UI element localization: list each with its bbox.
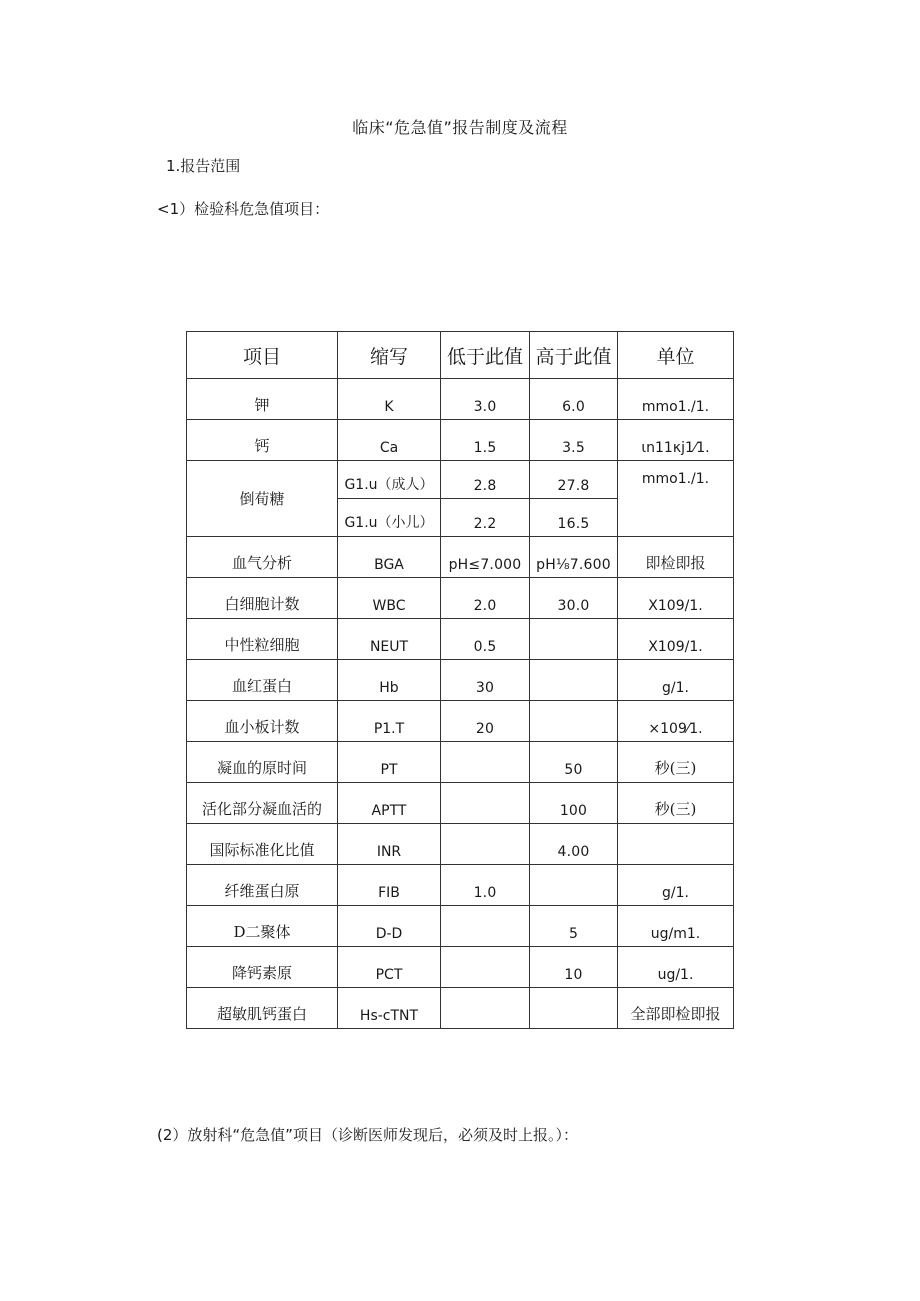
cell-abbr: FIB xyxy=(338,865,441,906)
cell-abbr: PCT xyxy=(338,947,441,988)
cell-unit: 即检即报 xyxy=(618,537,734,578)
table-row xyxy=(187,947,734,988)
cell-item: 凝血的原时间 xyxy=(187,742,338,783)
cell-abbr: D-D xyxy=(338,906,441,947)
cell-abbr: Ca xyxy=(338,420,441,461)
cell-low: 1.5 xyxy=(441,420,530,461)
cell-unit: mmo1./1. xyxy=(618,379,734,420)
cell-high: 30.0 xyxy=(530,578,618,619)
document-title: 临床“危急值”报告制度及流程 xyxy=(352,118,568,137)
cell-unit xyxy=(618,824,734,865)
cell-abbr: PT xyxy=(338,742,441,783)
cell-abbr: Hs-cTNT xyxy=(338,988,441,1029)
cell-high: 4.00 xyxy=(530,824,618,865)
cell-unit: X109/1. xyxy=(618,619,734,660)
cell-low: 1.0 xyxy=(441,865,530,906)
cell-abbr: WBC xyxy=(338,578,441,619)
cell-abbr: BGA xyxy=(338,537,441,578)
header-low: 低于此值 xyxy=(441,332,530,379)
cell-low: 30 xyxy=(441,660,530,701)
table-row xyxy=(187,578,734,619)
cell-low: 2.8 xyxy=(441,461,530,499)
cell-high: 6.0 xyxy=(530,379,618,420)
cell-high: 5 xyxy=(530,906,618,947)
cell-item: 纤维蛋白原 xyxy=(187,865,338,906)
cell-low xyxy=(441,947,530,988)
cell-unit: ug/m1. xyxy=(618,906,734,947)
section-heading-report-scope: 1.报告范围 xyxy=(166,157,241,175)
cell-item: 钙 xyxy=(187,420,338,461)
cell-low: 20 xyxy=(441,701,530,742)
cell-high xyxy=(530,988,618,1029)
cell-unit: ug/1. xyxy=(618,947,734,988)
table-header-row xyxy=(187,332,734,379)
cell-high: 27.8 xyxy=(530,461,618,499)
cell-item: 国际标准化比值 xyxy=(187,824,338,865)
table-row xyxy=(187,619,734,660)
cell-unit: 全部即检即报 xyxy=(618,988,734,1029)
cell-item: 活化部分凝血活的 xyxy=(187,783,338,824)
header-abbr: 缩写 xyxy=(338,332,441,379)
table-row xyxy=(187,379,734,420)
cell-item: 白细胞计数 xyxy=(187,578,338,619)
table-row xyxy=(187,906,734,947)
cell-high: pH⅛7.600 xyxy=(530,537,618,578)
cell-unit: ιn11κj1⁄1. xyxy=(618,420,734,461)
cell-unit: g/1. xyxy=(618,865,734,906)
cell-abbr: G1.u（成人） xyxy=(338,461,441,499)
cell-abbr: APTT xyxy=(338,783,441,824)
cell-low: 2.0 xyxy=(441,578,530,619)
cell-high xyxy=(530,701,618,742)
cell-abbr: NEUT xyxy=(338,619,441,660)
cell-low: 2.2 xyxy=(441,499,530,537)
header-unit: 单位 xyxy=(618,332,734,379)
cell-unit: g/1. xyxy=(618,660,734,701)
cell-item: 钾 xyxy=(187,379,338,420)
table-row xyxy=(187,537,734,578)
cell-unit: 秒(三) xyxy=(618,742,734,783)
subsection-radiology-critical-items: (2）放射科“危急值”项目（诊断医师发现后，必须及时上报。）： xyxy=(157,1126,578,1144)
cell-item: 倒荀糖 xyxy=(187,461,338,537)
cell-high: 10 xyxy=(530,947,618,988)
cell-unit: mmo1./1. xyxy=(618,461,734,537)
critical-values-table xyxy=(186,331,734,1029)
subsection-lab-critical-items: <1）检验科危急值项目： xyxy=(157,200,330,218)
table-row xyxy=(187,742,734,783)
header-item: 项目 xyxy=(187,332,338,379)
header-high: 高于此值 xyxy=(530,332,618,379)
cell-high xyxy=(530,660,618,701)
cell-item: 血气分析 xyxy=(187,537,338,578)
table-row xyxy=(187,701,734,742)
table-row xyxy=(187,420,734,461)
cell-low: 0.5 xyxy=(441,619,530,660)
cell-unit: 秒(三) xyxy=(618,783,734,824)
cell-item: 降钙素原 xyxy=(187,947,338,988)
cell-abbr: K xyxy=(338,379,441,420)
cell-abbr: G1.u（小儿） xyxy=(338,499,441,537)
table-row xyxy=(187,988,734,1029)
cell-unit: ×109⁄1. xyxy=(618,701,734,742)
cell-low: pH≤7.000 xyxy=(441,537,530,578)
cell-low xyxy=(441,906,530,947)
cell-high: 100 xyxy=(530,783,618,824)
table-row xyxy=(187,783,734,824)
table-row xyxy=(187,865,734,906)
cell-item: 血小板计数 xyxy=(187,701,338,742)
cell-item: D二聚体 xyxy=(187,906,338,947)
cell-low xyxy=(441,988,530,1029)
cell-item: 超敏肌钙蛋白 xyxy=(187,988,338,1029)
cell-abbr: Hb xyxy=(338,660,441,701)
table-row xyxy=(187,660,734,701)
cell-high: 50 xyxy=(530,742,618,783)
cell-high xyxy=(530,865,618,906)
cell-abbr: INR xyxy=(338,824,441,865)
cell-high: 3.5 xyxy=(530,420,618,461)
cell-high: 16.5 xyxy=(530,499,618,537)
cell-item: 中性粒细胞 xyxy=(187,619,338,660)
cell-low xyxy=(441,742,530,783)
cell-item: 血红蛋白 xyxy=(187,660,338,701)
cell-high xyxy=(530,619,618,660)
cell-low: 3.0 xyxy=(441,379,530,420)
table-row xyxy=(187,824,734,865)
cell-abbr: P1.T xyxy=(338,701,441,742)
cell-unit: X109/1. xyxy=(618,578,734,619)
table-row xyxy=(187,461,734,499)
cell-low xyxy=(441,783,530,824)
cell-low xyxy=(441,824,530,865)
